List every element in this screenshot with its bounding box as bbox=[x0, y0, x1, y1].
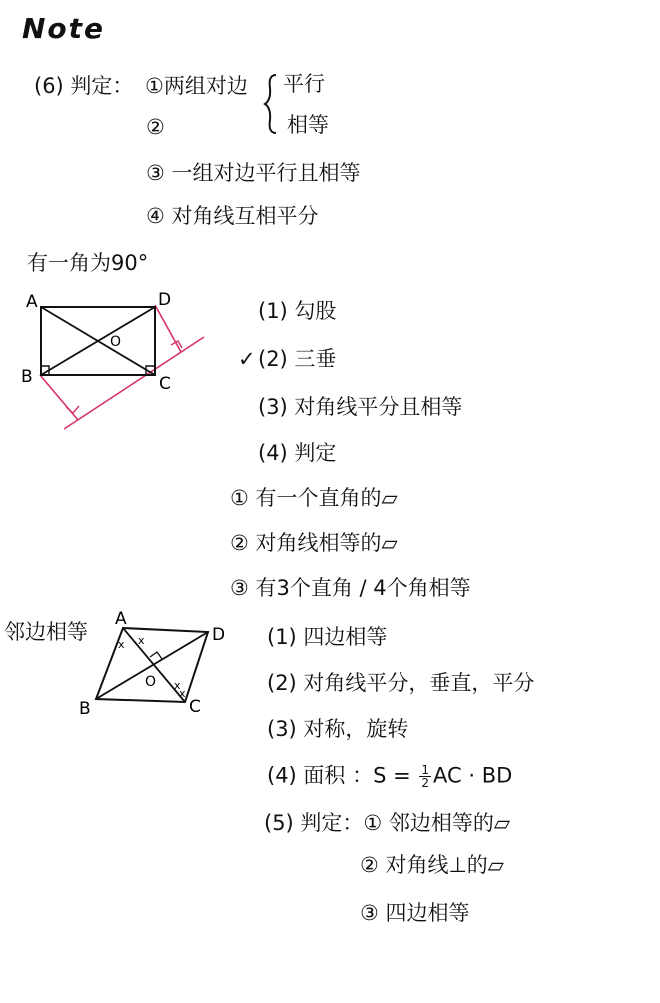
center-o: O bbox=[145, 674, 157, 690]
rhombus-criterion-3: ③ 四边相等 bbox=[360, 901, 470, 925]
vertex-c: C bbox=[189, 697, 201, 717]
brace-icon bbox=[262, 72, 282, 136]
rhombus-property-1: (1) 四边相等 bbox=[267, 625, 388, 649]
rhombus-diagram bbox=[78, 606, 238, 718]
rect-property-3: (3) 对角线平分且相等 bbox=[258, 395, 463, 419]
vertex-a: A bbox=[26, 292, 38, 312]
vertex-c: C bbox=[159, 374, 171, 394]
rhombus-heading: 邻边相等 bbox=[4, 620, 88, 644]
page-title: Note bbox=[22, 12, 106, 45]
vertex-b: B bbox=[79, 699, 91, 718]
rhombus-criterion-2: ② 对角线⊥的▱ bbox=[360, 853, 504, 877]
pink-perp-d bbox=[155, 305, 181, 352]
criterion-4: ④ 对角线互相平分 bbox=[146, 204, 319, 228]
criterion-2: ② bbox=[146, 115, 165, 139]
rhombus-property-5: (5) 判定：① 邻边相等的▱ bbox=[264, 811, 511, 835]
cross-mark: x bbox=[174, 679, 181, 692]
brace-top-label: 平行 bbox=[283, 72, 325, 96]
check-mark: ✓ bbox=[238, 347, 256, 371]
center-o: O bbox=[110, 334, 122, 350]
right-angle-mark bbox=[150, 652, 162, 659]
fraction-numerator: 1 bbox=[421, 763, 430, 777]
rhombus-property-4 bbox=[267, 764, 512, 789]
half-fraction bbox=[419, 764, 431, 789]
fraction-denominator: 2 bbox=[421, 776, 430, 790]
area-prefix: (4) 面积 ：S = bbox=[267, 763, 418, 788]
criterion-1: ①两组对边 bbox=[145, 74, 248, 98]
cross-mark: x bbox=[179, 687, 186, 700]
vertex-b: B bbox=[21, 367, 33, 387]
rhombus-property-3: (3) 对称，旋转 bbox=[267, 717, 409, 741]
cross-mark: x bbox=[118, 638, 125, 651]
criterion-3: ③ 一组对边平行且相等 bbox=[146, 161, 361, 185]
vertex-d: D bbox=[158, 290, 172, 310]
rhombus-property-2: (2) 对角线平分，垂直，平分 bbox=[267, 671, 535, 695]
area-suffix: AC · BD bbox=[433, 763, 513, 788]
rectangle-diagram bbox=[18, 285, 218, 445]
parallelogram-heading: (6) 判定： bbox=[34, 74, 134, 98]
rectangle-heading: 有一角为90° bbox=[27, 251, 149, 275]
cross-mark: x bbox=[138, 634, 145, 647]
vertex-d: D bbox=[212, 625, 226, 645]
brace-bottom-label: 相等 bbox=[287, 113, 329, 137]
rect-criterion-1: ① 有一个直角的▱ bbox=[230, 486, 398, 510]
rect-property-4: (4) 判定 bbox=[258, 441, 337, 465]
vertex-a: A bbox=[115, 609, 127, 629]
rect-property-1: (1) 勾股 bbox=[258, 299, 337, 323]
rect-criterion-3: ③ 有3个直角 / 4个角相等 bbox=[230, 576, 471, 600]
pink-line bbox=[64, 337, 204, 429]
rect-criterion-2: ② 对角线相等的▱ bbox=[230, 531, 398, 555]
rect-property-2: (2) 三垂 bbox=[258, 347, 337, 371]
